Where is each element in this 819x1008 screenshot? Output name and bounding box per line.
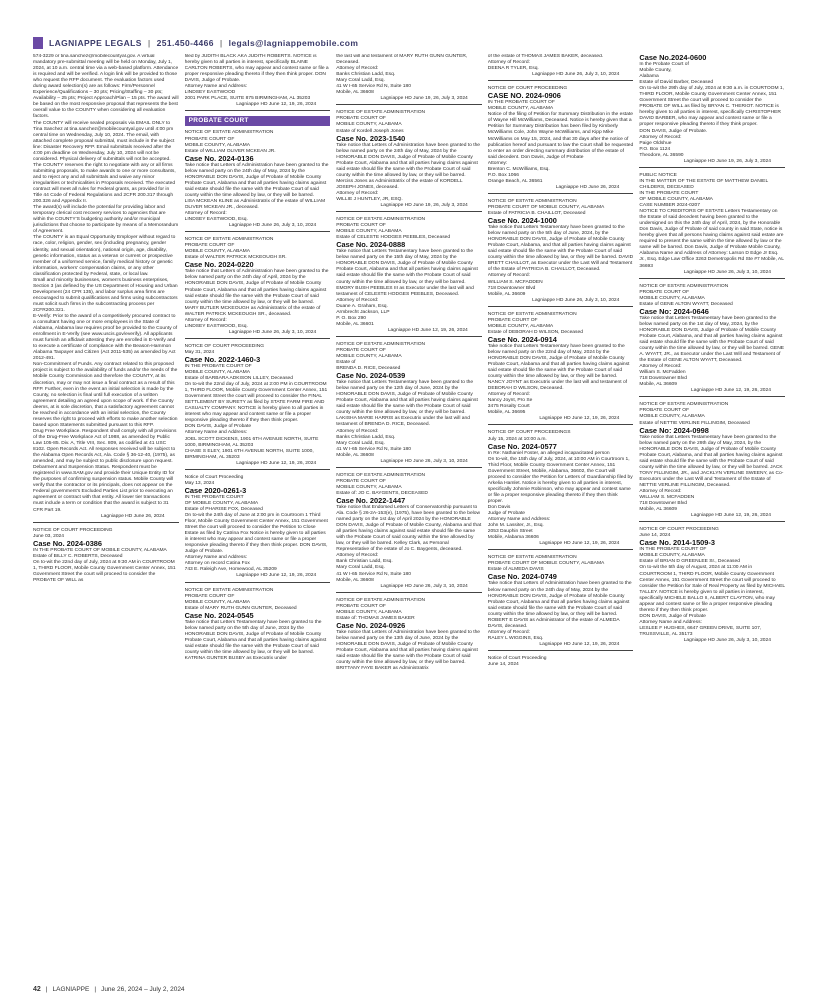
notice-text: Notice of Court Proceeding bbox=[487, 655, 547, 661]
notice-body: Attorney of Record: bbox=[336, 297, 379, 303]
legal-notice bbox=[488, 656, 634, 670]
notice-text: MOBILE COUNTY, ALABAMA bbox=[336, 609, 402, 615]
notice-body: Take notice that Letters Testamentary have been granted to the below named party on the 22nd day of May, 2024 by the HONORABLE DON DAVIS, Judge of Probate of Mobile County Probate Court, Alabama and that all parties having claims against said estate should file the same with the Probate Court of said county within the time allowed by law, or they will be barred. NANCY JOYNT as Executrix under the last will and testament of DEBORAH D WILSON, Deceased. bbox=[487, 343, 630, 392]
legal-notice bbox=[639, 54, 785, 168]
notice-body: Take notice that Letters of Administration have been granted to the below named party on the 24th day of April, 2024 by the HONORABLE DON DAVIS, Judge of Probate of Mobile County Probate Court, Alabama and that all parties having claims against said estate should file the same with the Probate Court of said county within the time allowed by law, or they will be barred. bbox=[184, 269, 329, 305]
notice-body: 743 E. Raleigh Ave, Homewood, AL 35209 bbox=[184, 567, 277, 573]
notice-body: MOBILE COUNTY, ALABAMA bbox=[639, 553, 705, 559]
notice-text: Estate of: THOMAS JAMES BAKER bbox=[336, 615, 415, 621]
notice-text: Notice of Court Proceeding bbox=[184, 474, 244, 480]
legal-notice bbox=[185, 475, 331, 583]
publication-dates: Lagniappe HD June 26, July 3, 10, 2024 bbox=[380, 583, 468, 589]
notice-body: Theodore, AL 36590 bbox=[639, 152, 684, 158]
notice-text: Estate of DEBORAH D WILSON, Deceased bbox=[487, 329, 583, 335]
publication-name: LAGNIAPPE bbox=[52, 985, 90, 993]
section-header bbox=[33, 36, 785, 50]
notice-text: MOBILE COUNTY, ALABAMA bbox=[487, 323, 554, 329]
notice-text: the last will and testament of MARY RUTH GUNN GUNTER, Deceased. bbox=[336, 54, 468, 66]
notice-text: NOTICE OF ESTATE ADMINISTRATION bbox=[336, 110, 426, 116]
legal-notice bbox=[185, 130, 331, 232]
notice-body: On to-wit the 5th day of August, 2024 at 11:00 AM in COURTROOM 1, THIRD FLOOR, Mobile County Government Center Annex, 151 Government Street the court will proceed to consider the Petition for Sale of Real Property as filed by MICHAEL TALLEY. NOTICE is hereby given to all parties in interest, specifically MICHELE BALLO II, ALBERT CLAYTON, who may appear and contest same or file a proper responsive pleading thereto if they then think proper. bbox=[639, 565, 785, 613]
notice-text: Estate of GENE ALTON WYATT, Deceased bbox=[639, 301, 733, 307]
notice-body: 718 Downtowner Blvd bbox=[487, 285, 536, 291]
notice-text: Estate of ALMEDA DAVIS bbox=[487, 567, 544, 573]
notice-body: Attorney of Record: bbox=[487, 273, 530, 279]
notice-body: WILLIAM S. MCFADDEN bbox=[639, 495, 695, 501]
notice-text: 41 W I-65 Service Rd N, Suite 180 bbox=[336, 84, 411, 90]
notice-body: MOBILE COUNTY, ALABAMA bbox=[487, 106, 554, 112]
notice-body: 2053 Dauphin Street bbox=[487, 529, 533, 535]
legal-notice bbox=[33, 54, 179, 523]
case-number: Case No: 2024-0998 bbox=[639, 425, 709, 435]
separator: | bbox=[45, 985, 48, 993]
notice-text: MOBILE COUNTY, ALABAMA bbox=[184, 249, 251, 255]
separator: | bbox=[147, 38, 151, 48]
notice-text: Estate of NETTIE VERLINE FILLINGIM, Deceased bbox=[639, 420, 750, 426]
publication-dates: Lagniappe HD June 12, 19, 26, 2024 bbox=[236, 573, 317, 579]
notice-body: Duane A. Graham, Esq. bbox=[336, 303, 388, 309]
section-color-block bbox=[33, 37, 43, 49]
notice-body: P. O. Box 290 bbox=[336, 315, 367, 321]
legal-notice bbox=[185, 588, 331, 665]
publication-dates: Lagniappe HD June 12, 19, 26, 2024 bbox=[236, 460, 317, 466]
column-4 bbox=[488, 54, 634, 979]
notice-body: IN THE PROBATE COURT OF MOBILE COUNTY, ALABAMA bbox=[33, 547, 167, 553]
notice-text: Estate of MARY RUTH GUNN GUNTER, Deceased bbox=[184, 605, 297, 611]
notice-body: On to-wit, the 15th day of July, 2024, at 10:00 AM in Courtroom 1, Third Floor, Mobile County Government Center Annex, 151 Government Street, Mobile, Alabama, 36602, the Court will proceed to consider the Petition for Letters of Guardianship filed by Arkelia Hamlet. Notice is hereby given to all parties in interest, specifically Johnnie Robinson, who may appear and contest same or file a proper responsive pleading thereto if they then think proper. bbox=[487, 456, 633, 504]
legal-notice bbox=[336, 473, 482, 593]
notice-body: Mary Coral Ladd, Esq. bbox=[336, 440, 385, 446]
notice-text: PROBATE COURT OF bbox=[639, 408, 690, 414]
case-number: Case No. 2024-0749 bbox=[487, 572, 557, 582]
notice-body: WILLIAM S. MCFADDEN bbox=[487, 279, 543, 285]
legal-notice-columns bbox=[33, 54, 785, 979]
notice-body: MARY BUTLER MCKEOUGH as Administratrix of the estate of WALTER PATRICK MCKEOUGH SR., deceased. bbox=[184, 305, 321, 317]
notice-body: Alabama bbox=[639, 74, 659, 80]
legal-notice bbox=[336, 54, 482, 105]
notice-body: Attorney Name and Address: bbox=[639, 619, 702, 625]
legal-notice bbox=[336, 342, 482, 468]
page-number: 42 bbox=[33, 985, 41, 993]
notice-text: MOBILE COUNTY, ALABAMA bbox=[639, 295, 705, 301]
legal-notice bbox=[639, 284, 785, 398]
notice-body: Mobile County, bbox=[639, 68, 672, 74]
legal-notice bbox=[336, 217, 482, 337]
notice-body: 3475 Rosalty Court bbox=[487, 404, 530, 410]
case-number: Case No. 2024-0136 bbox=[184, 153, 254, 163]
notice-text: MOBILE COUNTY, ALABAMA bbox=[184, 599, 251, 605]
notice-body: Nancy Joynt, Pro Se bbox=[487, 398, 533, 404]
case-number: Case No. 2022-1460-3 bbox=[184, 354, 261, 364]
notice-body: Take notice that Letters Testamentary have been granted to the below named party on the 5th day of June, 2024 by the HONORABLE DON DAVIS, Judge of Probate of Mobile County Probate Court, Alabama and that all parties having claims against said estate should file the same with the Probate Court of said county within the time allowed by law, or they will be barred. KATRINA GUNTER BUSBY as Executrix under bbox=[184, 619, 327, 661]
legal-notice bbox=[639, 173, 785, 279]
publication-dates: Lagniappe HD June 26, July 3, 10, 2024 bbox=[532, 297, 620, 303]
notice-body: LINDSEY EASTWOOD, Esq. bbox=[184, 217, 248, 223]
notice-body: Mobile, AL 36695 bbox=[487, 410, 526, 416]
publication-dates: Lagniappe HD June 26, July 3, 10, 2024 bbox=[532, 72, 620, 78]
notice-text: NOTICE OF ESTATE ADMINISTRATION bbox=[336, 217, 426, 223]
legal-notice bbox=[336, 110, 482, 212]
legal-notice bbox=[33, 528, 179, 586]
case-number: Case No. 2024-0888 bbox=[336, 240, 406, 250]
notice-text: CASE NUMBER 2024-0207 bbox=[639, 203, 700, 209]
notice-body: Estate of BILLY C. ROBERTS, Deceased bbox=[33, 553, 123, 559]
case-number: Case No. 2024-0926 bbox=[336, 620, 406, 630]
case-number: Case No. 2024-0220 bbox=[184, 260, 254, 270]
notice-text: LINDSEY EASTWOOD bbox=[184, 90, 236, 96]
notice-body: Attorney of Record: bbox=[639, 489, 682, 494]
legal-notice bbox=[185, 54, 331, 111]
notice-body: Take notice that Letters Testamentary have been granted to the below named party on the 1st day of May, 2024, by the HONORABLE DON DAVIS, Judge of Probate of Mobile County Probate Court, Alabama, and that all parties having claims against said estate should file the same with the Probate Court of said county within the time allowed by law, or they will be barred. GENE A. WYATT, JR., as Executor under the Last Will and Testament of the Estate of GENE ALTON WYATT, Deceased. bbox=[639, 315, 784, 364]
notice-text: Estate of Kordell Joseph Jones bbox=[336, 128, 404, 134]
notice-body: Orange Beach, AL 36561 bbox=[487, 178, 543, 184]
notice-body: Take notice that Letters Testamentary have been granted to the below named party on the 15th day of May, 2024 by the HONORABLE DON DAVIS, Judge of Probate of Mobile County Probate Court, Alabama and that all parties having claims against said estate should file the same with the Probate Court of said county within the time allowed by law, or they will be barred. EMORY BUSH PEEBLES III as Executor under the last will and testament of CELESTE HODGES PEEBLES, Deceased. bbox=[336, 249, 478, 297]
notice-body: Estate of David Barber, Deceased bbox=[639, 80, 714, 86]
case-number: Case No. 2024-0545 bbox=[184, 610, 254, 620]
notice-text: MOBILE COUNTY, ALABAMA bbox=[336, 354, 402, 360]
notice-text: MOBILE COUNTY, ALABAMA bbox=[336, 122, 402, 128]
notice-text: PROBATE COURT OF bbox=[336, 116, 386, 122]
notice-body: Attorney of Record: bbox=[639, 364, 682, 370]
notice-body: IN THE PROBATE COURT OF bbox=[639, 547, 707, 553]
notice-body: Take notice that Endorsed Letters of Conservatorship pursuant to Ala. Code § 26-2A-153(e), (1975), have been granted to the below named party on the 1st day of April 2024 by the HONORABLE DON DAVIS, Judge of Probate of Mobile County, Alabama and that all parties having claims against said estate should file the same with the Probate Court of said county within the time allowed by law, or they will be barred. Kelley Clark, as Personal Representative of the estate of Jo C. Baygents, deceased. bbox=[336, 505, 482, 553]
publication-dates: Lagniappe HD June 26, July 3, 10, 2024 bbox=[228, 329, 317, 335]
case-number: Case No. 2022-1447 bbox=[336, 496, 406, 505]
notice-body: Attorney Name and Address: bbox=[184, 555, 248, 561]
publication-dates: Lagniappe HD June 19, 26, July 3, 2024 bbox=[683, 158, 771, 164]
notice-text: MOBILE COUNTY, ALABAMA bbox=[639, 414, 705, 420]
notice-text: PROBATE COURT OF bbox=[184, 136, 235, 142]
separator: | bbox=[94, 985, 97, 993]
legal-notice bbox=[336, 598, 482, 675]
notice-body: Mobile, Alabama 36606 bbox=[487, 535, 539, 541]
notice-text: MOBILE COUNTY, ALABAMA bbox=[336, 484, 402, 490]
notice-text: NOTICE OF ESTATE ADMINISTRATION bbox=[487, 555, 577, 561]
contact-phone: 251.450-4466 bbox=[156, 38, 214, 48]
notice-text: PROBATE COURT OF bbox=[184, 243, 235, 249]
notice-body: Bank Christian Ladd, Esq. bbox=[336, 559, 393, 565]
notice-body: Take notice that Letters Testamentary have been granted to the below named party on the 12th day of June, 2024 by the HONORABLE DON DAVIS, Judge of Probate of Mobile County Probate Court, Alabama and that all parties having claims against said estate should file the same with the Probate Court of said county within the time allowed by law, or they will be barred. LAKISHA MARIE HARRIS as Executrix under the last will and testament of BRENDA D. RICE, Deceased. bbox=[336, 380, 478, 428]
notice-text: Drug Free Workplace. Respondent shall comply with all provisions of the Drug-Free Workplace Act of 1988, as amended by Public Law 105-85. Div. A, Title VIII, Sec. 809, as codified at 41 USC 8102. Open Records Act. All responses received will be subject to the Alabama Open Records Act, Ala. Code § 36-12-40, (1975), as amended, and may be subject to public disclosure upon request. bbox=[33, 428, 177, 465]
notice-body: MOBILE COUNTY, ALABAMA bbox=[184, 370, 251, 376]
case-number: CASE NO. 2024-0906 bbox=[487, 91, 561, 101]
notice-text: NOTICE OF ESTATE ADMINISTRATION bbox=[184, 237, 274, 243]
notice-text: The COUNTY reserves the right to negotiate with any or all firms submitting proposals, to make awards to one or more consultants, and to reject any and all submittals and waive any minor irregularities or technicalities in Proposals received. The executed contract will meet all rules for Federal grants, as provided for in Title 44 Code of Federal Regulations and 2CFR 200.317 through 200.326 and Appendix II. bbox=[33, 162, 176, 205]
notice-body: Armbrecht Jackson, LLP bbox=[336, 309, 390, 315]
notice-text: Estate of bbox=[336, 360, 356, 366]
legal-notice bbox=[488, 86, 634, 194]
notice-body: IN THE PROBATE COURT OF bbox=[184, 363, 252, 369]
legal-notice bbox=[639, 402, 785, 522]
notice-body: Take notice that Letters of Administration have been granted to the below named party on the 13th day of June, 2024 by the HONORABLE DON DAVIS, Judge of Probate of Mobile County Probate Court, Alabama and that all parties having claims against said estate should file the same with the Probate Court of said county within the time allowed by law, or they will be barred. BRITTANY FAYE BAKER as Administratrix bbox=[336, 629, 481, 672]
notice-text: PROBATE COURT OF MOBILE COUNTY, ALABAMA bbox=[487, 204, 605, 210]
notice-text: Attorney of Record: bbox=[487, 60, 530, 66]
notice-text: PROBATE COURT OF bbox=[336, 478, 386, 484]
notice-body: Attorney of Record: bbox=[336, 428, 379, 434]
notice-text: DEENA R TYLER, Esq. bbox=[487, 66, 539, 72]
notice-text: IN THE MATTER OF THE ESTATE OF MATTHEW DANIEL CHILDERS, DECEASED bbox=[639, 178, 768, 190]
notice-text: BRENDA D. RICE, Deceased bbox=[336, 366, 401, 372]
notice-body: John M. Lassiter, Jr., Esq. bbox=[487, 523, 544, 529]
notice-text: May 31, 2024 bbox=[184, 349, 215, 355]
notice-text: Mary Coral Ladd, Esq. bbox=[336, 78, 385, 84]
notice-body: Notice of the filing of Petition for Summary Distribution in the estate of Wayne Hill McWilliams, Deceased. Notice is hereby given that a Petition for Summary Distribution has been filed by Kimberly McWilliams Cole, John Wayne McWilliams, and Kipp Mike McWilliams on May 15, 2024, and that 30 days after the notice of publication hereof and pursuant to law the Court shall be requested to enter an order directing summary distribution of the estate of said decedent. Don Davis, Judge of Probate bbox=[487, 112, 634, 160]
notice-text: Small and minority businesses, women's business enterprises, Section 3 (as defined by the US Department of Housing and Urban Development (24 CFR 135), and labor surplus area firms are encouraged to submit qualifications and firms using subcontractors must solicit such firms in the subcontracting process per 2CFR200.321. bbox=[33, 277, 178, 313]
notice-body: Paige Oldshue bbox=[639, 140, 672, 146]
publication-dates: Lagniappe HD June 26, July 3, 10, 2024 bbox=[683, 269, 771, 275]
legal-notice bbox=[185, 237, 331, 339]
notice-text: PROBATE COURT OF bbox=[336, 223, 386, 229]
notice-body: Take notice that Letters of Administration have been granted to the below named party on the 24th day of May, 2024 by the HONORABLE DON DAVIS, Judge of Probate of Mobile County Probate Court, Alabama and that all parties having claims against said estate should file the same with the Probate Court of said county within the time allowed by law, or they will be barred. Merciss Jones as Administratrix of the estate of KORDELL JOSEPH JONES, deceased. bbox=[336, 142, 481, 190]
notice-body: Estate of BRIAN D GREENLEE Sr., Deceased bbox=[639, 559, 740, 565]
column-1 bbox=[33, 54, 179, 979]
notice-text: NOTICE OF ESTATE ADMINISTRATION bbox=[336, 341, 426, 347]
notice-text: Estate of: JO C. BAYGENTS, DECEASED bbox=[336, 490, 428, 496]
notice-text: NOTICE TO CREDITORS OF ESTATE Letters Testamentary on the Estate of said decedent having been granted to the undersigned on this the 24th day of April, 2024, by the Honorable Don Davis, Judge of Probate of said county in said State, notice is hereby given that all persons having claims against said estate are required to present the same within the time allowed by law or the same will be barred. Don Davis, Judge of Probate Mobile County, Alabama Name and Address of Attorney: Larson D Edge Jr Esq. Jr., Esq. Edge Law Office 3263 Demetropolis Rd Ste #7 Mobile, AL 36693 bbox=[639, 209, 784, 269]
page-footer bbox=[33, 984, 433, 994]
case-number: Case 2020-0261-3 bbox=[184, 485, 247, 495]
notice-body: RALEY L WIGGINS, Esq. bbox=[487, 635, 544, 641]
notice-body: DON DAVIS, Judge of Probate bbox=[639, 613, 706, 619]
notice-body: Banks Christian Ladd, Esq. bbox=[336, 434, 396, 440]
notice-text: PROBATE COURT OF bbox=[184, 593, 235, 599]
notice-text: NOTICE OF COURT PROCEEDING bbox=[33, 527, 113, 533]
notice-text: Debarment and Suspension Status. Respondent must be registered in www.SAM.gov and provide their Unique Entity ID for the purposes of confirming suspension status. Mobile County will verify that the contractor or its principals, does not appear on the Federal government's Excluded Parties List prior to executing an agreement or contract with that entity. All lower tier transactions must include a term or condition that the award is subject to 31 CFR Part 19. bbox=[33, 465, 175, 513]
notice-text: NOTICE OF ESTATE ADMINISTRATION bbox=[639, 283, 729, 289]
case-number: Case No.2024-0600 bbox=[639, 54, 707, 62]
notice-body: Attorney of Record: bbox=[336, 190, 379, 196]
notice-text: 2001 PARK PLACE, SUITE 875 BIRMINGHAM, AL 35203 bbox=[184, 96, 311, 102]
notice-body: Mobile, AL 36609 bbox=[639, 382, 677, 388]
notice-text: Estate of WILLIAM OLIVER MCKEAN JR. bbox=[184, 148, 276, 154]
notice-body: Mobile, AL 36601 bbox=[336, 321, 374, 327]
legal-notice bbox=[488, 312, 634, 426]
notice-text: 574-3229 or tina.sanchez@mobilecountyal.gov. A virtual mandatory pre-submittal meeting will be held on Monday, July 1, 2024, at 10 a.m. central time via a web-based platform. Attendance is required and will be verified. A login link will be provided to those who request the RFP document. The evaluation factors used during award selection(s) are as follows: Firm/Personnel Experience/Qualifications – 30 pts; Pricing/Staffing – 30 pts; Availability – 25 pts; Project Approach/Plan – 15 pts. The award will be based on the most responsive proposal that represents the best overall value to the COUNTY when considering all evaluation factors. bbox=[33, 54, 179, 120]
notice-body: Don Davis bbox=[487, 505, 511, 510]
notice-text: of the estate of THOMAS JAMES BAKER, deceased. bbox=[487, 54, 604, 59]
notice-body: Mobile, AL 36609 bbox=[639, 507, 677, 513]
issue-dates: June 26, 2024 – July 2, 2024 bbox=[101, 985, 185, 993]
notice-body: OF MOBILE COUNTY, ALABAMA bbox=[184, 500, 259, 506]
publication-dates: Lagniappe HD June 12, 19, 26, 2024 bbox=[387, 327, 468, 333]
notice-text: NOTICE OF ESTATE ADMINISTRATION bbox=[487, 198, 577, 204]
notice-body: Attorney of Record: bbox=[336, 553, 379, 559]
notice-body: Take notice that Letters Testamentary have been granted to the below named party on the 29th day of May, 2024, by the HONORABLE DON DAVIS, Judge of Probate of Mobile County Probate Court, Alabama, and that all parties having claims against said estate should file the same with the Probate Court of said county within the time allowed by law, or they will be barred. JACK TONY FILLINGIM, JR., and JACKLYN VERLINE SWEENY, as Co-Executors under the Last Will and Testament of the Estate of NETTIE VERLINE FILLINGIM, Deceased. bbox=[639, 434, 784, 488]
notice-body: In the Probate Court of bbox=[639, 62, 689, 67]
notice-text: Estate of WALTER PATRICK MCKEOUGH SR. bbox=[184, 255, 287, 261]
notice-body: IN THE PROBATE COURT OF bbox=[487, 100, 555, 106]
notice-text: July 15, 2024 at 10:00 a.m. bbox=[487, 436, 547, 442]
publication-dates: Lagniappe HD June 12, 19, 26, 2024 bbox=[539, 416, 620, 422]
notice-text: NOTICE OF COURT PROCEEDINGS bbox=[487, 430, 571, 436]
notice-text: PROBATE COURT OF bbox=[639, 289, 690, 295]
notice-text: NOTICE OF ESTATE ADMINISTRATION bbox=[336, 597, 426, 603]
column-2 bbox=[185, 54, 331, 979]
section-banner: PROBATE COURT bbox=[185, 116, 331, 126]
column-3 bbox=[336, 54, 482, 979]
notice-text: E-Verify: Prior to the award of a competitively procured contract to a consultant having one or more employees in the State of Alabama, Alabama law requires proof be provided to the County of enrollment in E-Verify (see www.uscis.gov/everify). All applicants must furnish an affidavit attesting they are enrolled in E-Verify and to execute a certificate of compliance with the Beason-Hammon Alabama Taxpayer and Citizen (Act 2011-535) as amended by Act 2012-491. bbox=[33, 314, 178, 362]
case-number: Case No. 2024-0914 bbox=[487, 334, 557, 344]
notice-text: IN THE PROBATE COURT bbox=[639, 190, 699, 196]
notice-body: LESLEE F HUGHES, 6647 GREEN DRIVE, SUITE 107, TRUSSVILLE, AL 35173 bbox=[639, 625, 762, 637]
publication-dates: Lagniappe HD June 12, 19, 26, 2024 bbox=[691, 513, 771, 519]
notice-text: Estate of CELESTE HODGES PEEBLES, Deceased bbox=[336, 235, 451, 241]
notice-body: LINDSEY EASTWOOD, Esq. bbox=[184, 323, 248, 329]
notice-text: Non-Commitment of Funds. Any contract related to this proposed project is subject to the availability of funds and/or the needs of the Mobile County Commission and therefore the COUNTY, at its discretion, may or may not issue a final contract as a result of this RFP. Further, even in the event an initial selection is made by the County, no selection is final until full execution of a written agreement detailing an agreed upon scope of work. If the County deems, at is sole discretion, that a satisfactory agreement cannot be reached in accordance with an initial selection, the County reserves the right to proceed with efforts to make another selection based upon Statements submitted pursuant to this RFP. bbox=[33, 362, 178, 428]
notice-body: IN THE PROBATE COURT bbox=[184, 494, 244, 500]
notice-body: 718 Downtowner Blvd bbox=[639, 501, 687, 507]
notice-text: PROBATE COURT OF MOBILE COUNTY, ALABAMA bbox=[487, 561, 605, 567]
notice-body: Estate of BARBARA ADKISON LILLEY, Deceased bbox=[184, 376, 293, 382]
notice-text: PROBATE COURT OF bbox=[336, 603, 386, 609]
notice-body: Judge of Probate bbox=[487, 511, 526, 517]
case-number: Case No. 2014-1509-3 bbox=[639, 538, 715, 548]
notice-text: NOTICE OF ESTATE ADMINISTRATION bbox=[336, 472, 426, 478]
legal-notice bbox=[488, 54, 634, 81]
case-number: Case No. 2024-0577 bbox=[487, 441, 557, 451]
publication-dates: Lagniappe HD June 12, 19, 26, 2024 bbox=[691, 388, 771, 394]
notice-body: Mobile, AL 36608 bbox=[336, 577, 374, 583]
notice-body: Attorney of Record: bbox=[487, 629, 530, 635]
publication-dates: Lagniappe HD June 12, 19, 26, 2024 bbox=[539, 541, 620, 547]
publication-dates: Lagniappe HD June 26, July 3, 10, 2024 bbox=[683, 638, 771, 644]
legal-notice bbox=[488, 199, 634, 307]
notice-body: 718 Downtowner Blvd bbox=[639, 376, 687, 382]
notice-text: Estate of PATRICIA B. CHAILLOT, Deceased bbox=[487, 211, 586, 217]
case-number: Case No. 2024-0539 bbox=[336, 371, 406, 381]
notice-body: DON DAVIS, Judge of Probate bbox=[184, 424, 252, 430]
notice-body: JOEL SCOTT DICKENS, 1901 6TH AVENUE NORTH, SUITE 1000, BIRMINGHAM, AL 35203 bbox=[184, 436, 319, 448]
section-title: LAGNIAPPE LEGALS bbox=[49, 38, 142, 48]
notice-text: May 13, 2024 bbox=[184, 480, 215, 486]
publication-dates: Lagniappe HD June 19, 26, July 3, 2024 bbox=[380, 203, 468, 209]
legal-notice bbox=[488, 430, 634, 550]
notice-text: The COUNTY is an Equal Opportunity Employer without regard to race, color, religion, gender, sex (including pregnancy, gender identity, and sexual orientation), national origin, age, disability, genetic information, status as a veteran or current or prospective member of a uniformed service, family medical history or genetic information, workers' compensation claims, or any other classification protected by Federal, state, or local law. bbox=[33, 235, 176, 277]
notice-text: June 03, 2024 bbox=[33, 533, 65, 539]
notice-body: Attorney of Record: bbox=[184, 317, 227, 323]
contact-email[interactable]: legals@lagniappemobile.com bbox=[228, 38, 359, 48]
notice-text: Mobile, AL 36608 bbox=[336, 90, 374, 96]
notice-text: The COUNTY will receive sealed proposals via EMAIL ONLY to Tina Sanchez at tina.sanchez@mobilecountyal.gov until 4:00 pm central time on Wednesday, July 10, 2024. The email, with attached complete proposal submittal, must include in the subject line: Disaster Recovery RFP. Email submittals received after the 4:00 pm deadline on Wednesday, July 10, 2024 will not be considered. Physical delivery of submittals will not be accepted. bbox=[33, 120, 175, 162]
publication-dates: Lagniappe HD June 26, 2024 bbox=[555, 184, 620, 190]
notice-body: WILLIE J HUNTLEY, JR, ESQ. bbox=[336, 196, 403, 202]
notice-body: William S. McFadden bbox=[639, 370, 686, 376]
notice-text: NOTICE OF COURT PROCEEDING bbox=[184, 343, 265, 349]
notice-body: On to-wit the 22nd day of July, 2024 at 9:30 AM in COURTROOM 1, THIRD FLOOR, Mobile County Government Center Annex, 151 Government Street the court will proceed to consider the PROBATE OF WILL as bbox=[33, 559, 176, 583]
notice-body: 41 W I-65 Service Rd N, Suite 180 bbox=[336, 446, 411, 452]
notice-text: Attorney of Record: bbox=[336, 66, 379, 72]
notice-body: Mobile, AL 36609 bbox=[487, 291, 526, 297]
publication-dates: Lagniappe HD June 26, 2024 bbox=[100, 513, 165, 519]
notice-body: On to-wit the 24th day of June at 2:00 pm in Courtroom 1 Third Floor, Mobile County Government Center Annex, 151 Government Street the court will proceed to consider the Petition to Close Estate as filed by Catrina Fox Notice is hereby given to all parties in interest who may appear and contest same or file a proper responsive pleading thereto if they then think proper. DON DAVIS, Judge of Probate. bbox=[184, 513, 328, 555]
publication-dates: Lagniappe HD June 26, July 3, 10, 2024 bbox=[380, 458, 468, 464]
notice-body: Attorney Name and Address: bbox=[487, 517, 551, 523]
notice-text: NOTICE OF COURT PROCEEDING bbox=[639, 527, 719, 533]
notice-text: PUBLIC NOTICE bbox=[639, 172, 677, 178]
notice-body: P.O. Box 1124 bbox=[639, 146, 671, 152]
notice-body: On to-wit the 22nd day of July, 2024 at 2:00 PM in COURTROOM 1, THIRD FLOOR, Mobile County Government Center Annex, 151 Government Street the court will proceed to consider the FINAL SETTLEMENT BY SURETY as filed by STATE FARM FIRE AND CASUALTY COMPANY. NOTICE is hereby given to all parties in interest who may appear and contest same or file a proper responsive pleading thereto if they then think proper. bbox=[184, 382, 328, 424]
notice-text: NOTICE OF ESTATE ADMINISTRATION bbox=[639, 402, 729, 408]
case-number: Case No. 2023-1540 bbox=[336, 133, 406, 143]
notice-text: June 14, 2024 bbox=[487, 662, 519, 668]
notice-text: June 14, 2024 bbox=[639, 533, 671, 539]
legal-notice bbox=[488, 555, 634, 651]
separator: | bbox=[219, 38, 223, 48]
notice-body: Attorney: bbox=[487, 160, 508, 166]
notice-body: Attorney on record Catina Fox bbox=[184, 561, 250, 567]
notice-body: Estate of PHARISE FOX, Deceased bbox=[184, 506, 263, 512]
notice-body: DON DAVIS, Judge of Probate. bbox=[639, 128, 708, 134]
publication-dates: Lagniappe HD June 12, 19, 26, 2024 bbox=[539, 641, 620, 647]
notice-body: Attorney of Record: bbox=[184, 211, 227, 217]
case-number: Case No: 2024-0646 bbox=[639, 306, 709, 316]
case-number: Case No. 2024-1000 bbox=[487, 216, 557, 226]
notice-text: PROBATE COURT OF bbox=[487, 317, 538, 323]
publication-dates: Lagniappe HD June 19, 26, July 3, 2024 bbox=[380, 96, 468, 102]
legal-notice bbox=[639, 527, 785, 646]
notice-body: Attorney of Record: bbox=[487, 392, 530, 398]
notice-text: MOBILE COUNTY, ALABAMA bbox=[336, 229, 402, 235]
notice-text: Banks Christian Ladd, Esq. bbox=[336, 72, 396, 78]
notice-text: MOBILE COUNTY, ALABAMA bbox=[184, 142, 251, 148]
notice-body: Mobile, AL 36608 bbox=[336, 452, 374, 458]
notice-text: PROBATE COURT OF bbox=[336, 347, 386, 353]
notice-body: Mary Coral Ladd, Esq. bbox=[336, 565, 385, 571]
notice-text: Attorney Name and Address: bbox=[184, 84, 248, 90]
notice-body: Take notice that Letters Testamentary have been granted to the below named party on the 5th day of June, 2024, by the HONORABLE DON DAVIS, Judge of Probate of Mobile County Probate Court, Alabama, and that all parties having claims against said estate should file the same with the Probate Court of said county within the time allowed by law, or they will be barred. DAVID BRETT CHAILLOT, as Executor under the Last Will and Testament of the Estate of PATRICIA B. CHAILLOT, Deceased. bbox=[487, 225, 634, 273]
case-number: Case No. 2024-0386 bbox=[33, 538, 103, 548]
legal-notice bbox=[185, 344, 331, 470]
notice-body: Take notice that Letters of Administration have been granted to the below named party on the 24th day of May, 2024 by the HONORABLE DON DAVIS, Judge of Probate of Mobile County Probate Court, Alabama and that all parties having claims against said estate should file the same with the Probate Court of said county within the time allowed by law, or they will be barred. bbox=[184, 162, 329, 198]
notice-text: NOTICE OF ESTATE ADMINISTRATION bbox=[487, 311, 577, 317]
notice-body: P.O. Box 1066 bbox=[487, 172, 519, 178]
column-5 bbox=[639, 54, 785, 979]
publication-dates: Lagniappe HD June 26, July 3, 10, 2024 bbox=[228, 223, 317, 229]
notice-text: NOTICE OF ESTATE ADMINISTRATION bbox=[184, 587, 274, 593]
notice-body: Take notice that Letters of Administration have been granted to the below named party on the 24th day of May, 2024 by the HONORABLE DON DAVIS, Judge of Probate of Mobile County Probate Court, Alabama and that all parties having claims against said estate should file the same with the Probate Court of said county within the time allowed by law, or they will be barred. ROBERT E DAVIS as Administrator of the estate of ALMEDA DAVIS, deceased. bbox=[487, 581, 632, 629]
notice-text: The award(s) will include the potential for providing labor and temporary clerical cost recovery services to agencies that are within the COUNTY'S budgeting authority and/or municipal jurisdictions that choose to participate by means of a Memorandum of Agreement. bbox=[33, 205, 179, 235]
notice-text: OF MOBILE COUNTY, ALABAMA bbox=[639, 196, 713, 202]
notice-text: NOTICE OF COURT PROCEEDING bbox=[487, 86, 568, 92]
notice-text: NOTICE OF ESTATE ADMINISTRATION bbox=[184, 130, 274, 136]
notice-body: 41 W I-65 Service Rd N, Suite 180 bbox=[336, 571, 411, 577]
notice-body: Brenton C. McWilliams, Esq. bbox=[487, 166, 550, 172]
publication-dates: Lagniappe HD June 12, 19, 26, 2024 bbox=[236, 102, 317, 108]
notice-body: In Re: Nathaniel Foster, an alleged incapacitated person bbox=[487, 450, 610, 456]
notice-body: On to-wit the 29th day of July, 2024 at 9:30 a.m. in COURTOOM 1, THIRD FLOOR, Mobile County Government Center Annex, 151 Government Street the court will proceed to consider the PROBATE OF WILL as filed by BRYAN C. THERIOT. NOTICE is hereby given to all parties in interest, specifically CHRISTOPHER DAVID BARBER, who may appear and contest same or file a proper responsive pleading thereto if they think proper. bbox=[639, 86, 784, 128]
notice-body: CHASE S ELEY, 1901 6TH AVENUE NORTH, SUITE 1000, BIRMINGHAM, AL 35203 bbox=[184, 448, 314, 460]
notice-body: Attorney of Record: bbox=[639, 134, 682, 140]
notice-body: Attorney Name and Address: bbox=[184, 430, 248, 436]
notice-text: filed by JUDITH BLACK AKA JUDITH ROBERTS. NOTICE is hereby given to all parties in interest, specifically BLAINE CARLTON ROBERTS, who may appear and contest same or file a proper responsive pleading thereto if they then think proper. DON DAVIS, Judge of Probate. bbox=[184, 54, 329, 84]
notice-body: LISA MCKEAN KLINE as Administratrix of the estate of WILLIAM OLIVER MCKEAN JR., deceased. bbox=[184, 198, 326, 210]
